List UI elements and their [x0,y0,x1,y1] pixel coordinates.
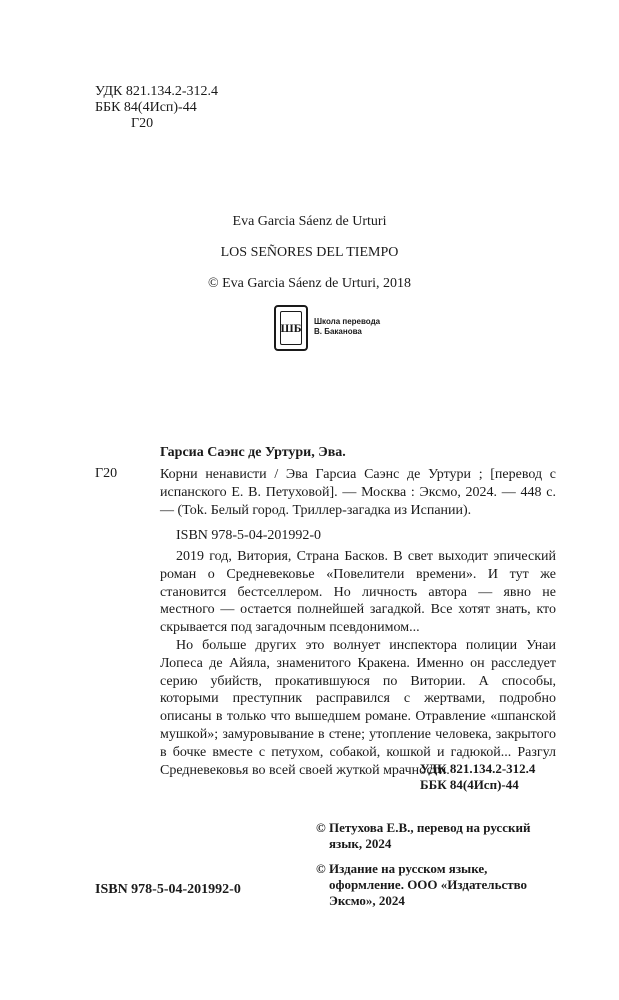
annotation-paragraph-1: 2019 год, Витория, Страна Басков. В свет выходит эпический роман о Средневековье «Повелители времени». И тут же становится бестселлером. Но личность автора — явно не местного — остается полнейшей загадкой. Все хотят знать, кто скрывается под загадочным псевдонимом... [160,549,556,636]
annotation-paragraph-2: Но больше других это волнует инспектора полиции Унаи Лопеса де Айяла, знаменитого Кракена. Именно он расследует серию убийств, прокатившуюся по Витории. А способы, которыми преступник расправился с жертвами, подробно описаны в только что вышедшем романе. Отравление «шпанской мушкой»; замуровывание в стене; утопление человека, закрытого в бочке вместе с петухом, собакой, кошкой и гадюкой... Разгул Средневековья во всей своей жуткой мрачности. [160,637,556,778]
logo-text [314,317,380,337]
annotation [160,548,556,779]
original-author: Eva Garcia Sáenz de Urturi [232,214,387,229]
copyright-translation [316,820,556,852]
logo-emblem [274,305,308,351]
catalog-cutter-code: Г20 [95,466,118,481]
top-classification-codes [95,84,218,132]
logo-emblem-monogram: ШБ [280,311,302,345]
catalog-description: Корни ненависти / Эва Гарсиа Саэнс де Уртури ; [перевод с испанского Е. В. Петуховой]. — Москва : Эксмо, 2024. — 448 с. — (Tok. Белый город. Триллер-загадка из Испании). [160,467,556,518]
copyright-edition [316,861,556,909]
copyright-edition-text: Издание на русском языке, оформление. ООО «Издательство Эксмо», 2024 [329,861,528,908]
bottom-bbk-code: ББК 84(4Исп)-44 [420,777,519,792]
catalog-isbn: ISBN 978-5-04-201992-0 [176,528,322,543]
top-bbk-code: ББК 84(4Исп)-44 [95,100,197,115]
original-copyright: © Eva Garcia Sáenz de Urturi, 2018 [207,276,412,291]
catalog-author-heading: Гарсиа Саэнс де Уртури, Эва. [160,445,346,460]
top-cutter-code: Г20 [131,116,154,131]
top-udk-code: УДК 821.134.2-312.4 [95,84,219,99]
isbn-bottom: ISBN 978-5-04-201992-0 [95,882,241,897]
original-title: LOS SEÑORES DEL TIEMPO [220,245,399,260]
copyright-translation-text: Петухова Е.В., перевод на русский язык, 2024 [329,820,531,851]
bottom-udk-code: УДК 821.134.2-312.4 [420,761,536,776]
copyright-sign: © [316,820,326,835]
copyright-block [316,820,556,918]
copyright-sign: © [316,861,326,876]
logo-text-line2: В. Баканова [314,327,362,336]
logo-text-line1: Школа перевода [314,317,381,326]
bottom-classification-codes [420,761,556,793]
translation-school-logo [274,305,386,353]
